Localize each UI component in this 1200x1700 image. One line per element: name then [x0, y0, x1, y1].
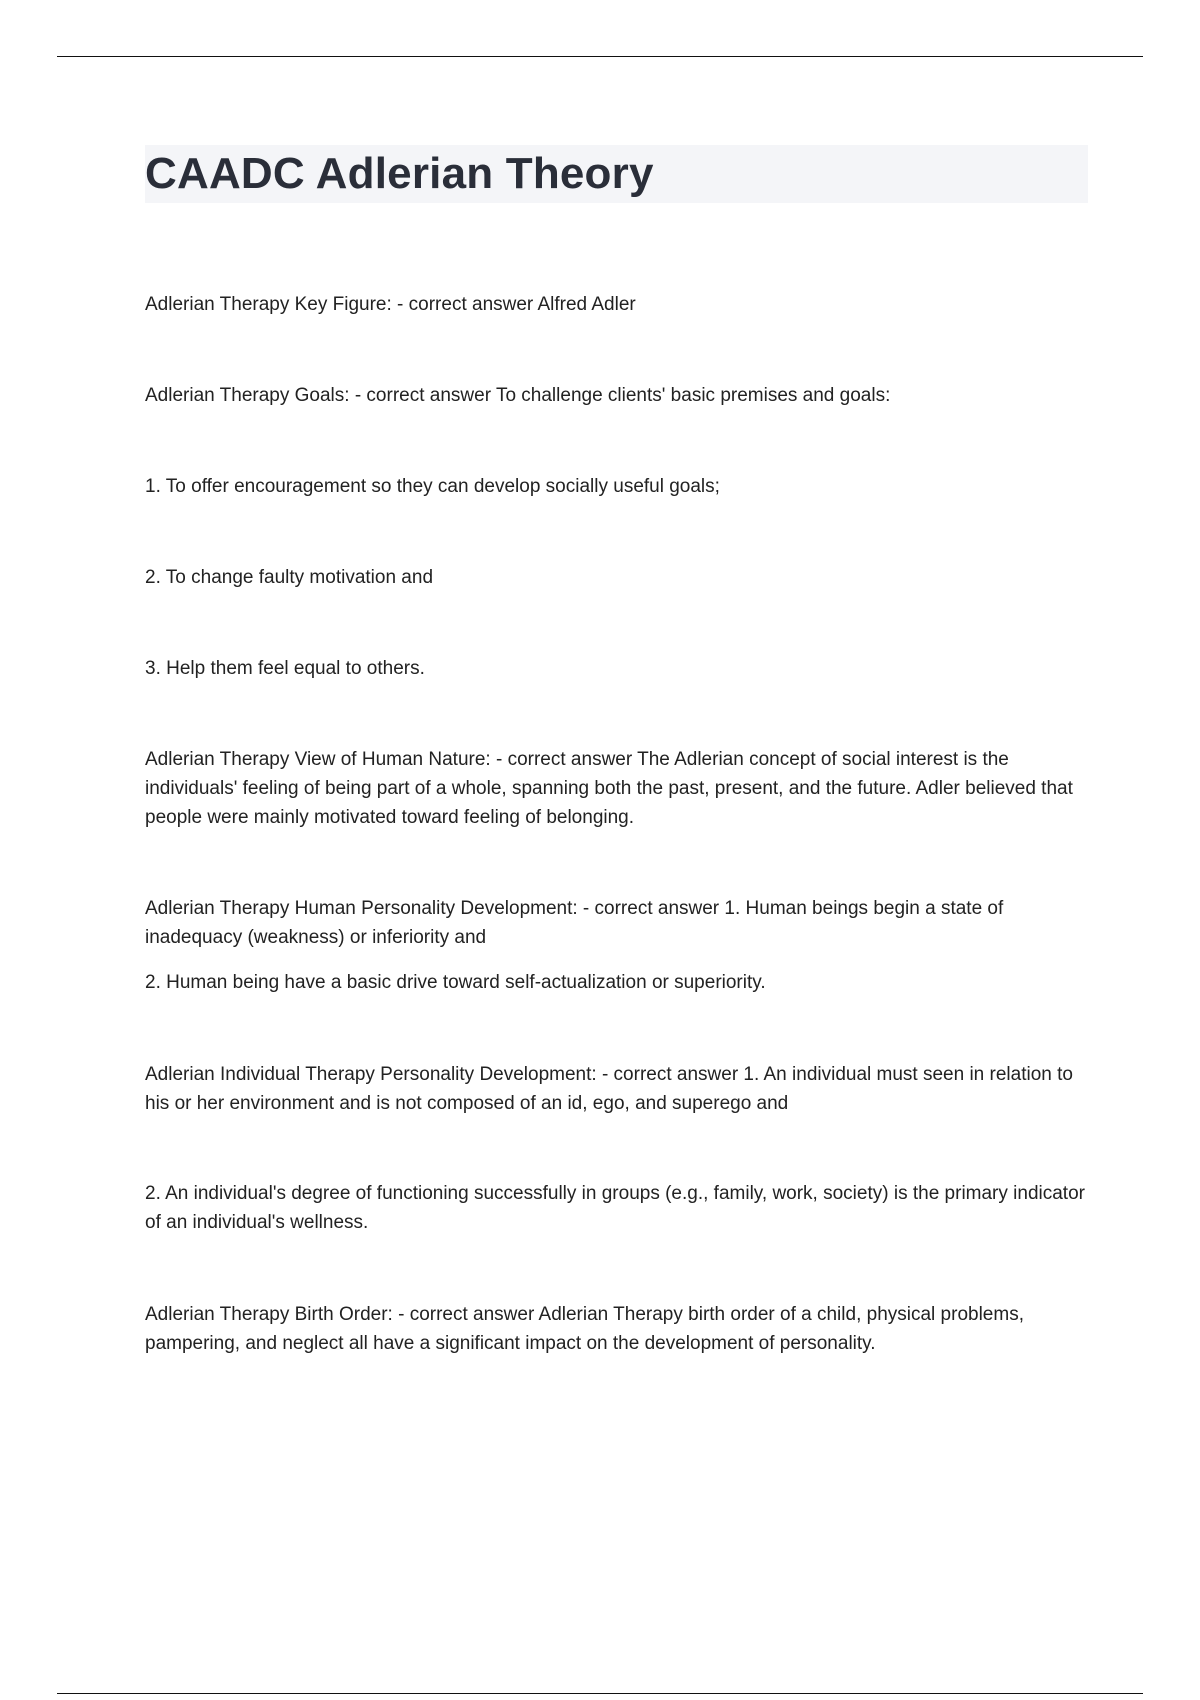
paragraph-personality-development: Adlerian Therapy Human Personality Development: - correct answer 1. Human beings begin a state of inadequacy (weakness) or inferiority and: [145, 898, 1004, 948]
paragraph-key-figure: Adlerian Therapy Key Figure: - correct answer Alfred Adler: [145, 294, 636, 315]
paragraph-personality-development-2: 2. Human being have a basic drive toward self-actualization or superiority.: [145, 972, 766, 993]
paragraph-goal-3: 3. Help them feel equal to others.: [145, 658, 425, 679]
paragraph-birth-order: Adlerian Therapy Birth Order: - correct answer Adlerian Therapy birth order of a child, physical problems, pampering, and neglect all have a significant impact on the development of personality.: [145, 1304, 1024, 1354]
top-rule: [57, 56, 1143, 57]
paragraph-goal-1: 1. To offer encouragement so they can develop socially useful goals;: [145, 476, 720, 497]
paragraph-individual-development: Adlerian Individual Therapy Personality Development: - correct answer 1. An individual must seen in relation to his or her environment and is not composed of an id, ego, and superego and: [145, 1064, 1073, 1114]
bottom-rule: [57, 1693, 1143, 1694]
paragraph-human-nature: Adlerian Therapy View of Human Nature: - correct answer The Adlerian concept of social interest is the individuals' feeling of being part of a whole, spanning both the past, present, and the future. Adler believed that people were mainly motivated toward feeling of belonging.: [145, 749, 1073, 828]
paragraph-goal-2: 2. To change faulty motivation and: [145, 567, 434, 588]
document-title: CAADC Adlerian Theory: [145, 149, 654, 198]
paragraph-goals: Adlerian Therapy Goals: - correct answer To challenge clients' basic premises and goals:: [145, 385, 891, 406]
paragraph-individual-development-2: 2. An individual's degree of functioning successfully in groups (e.g., family, work, society) is the primary indicator of an individual's wellness.: [145, 1183, 1085, 1233]
